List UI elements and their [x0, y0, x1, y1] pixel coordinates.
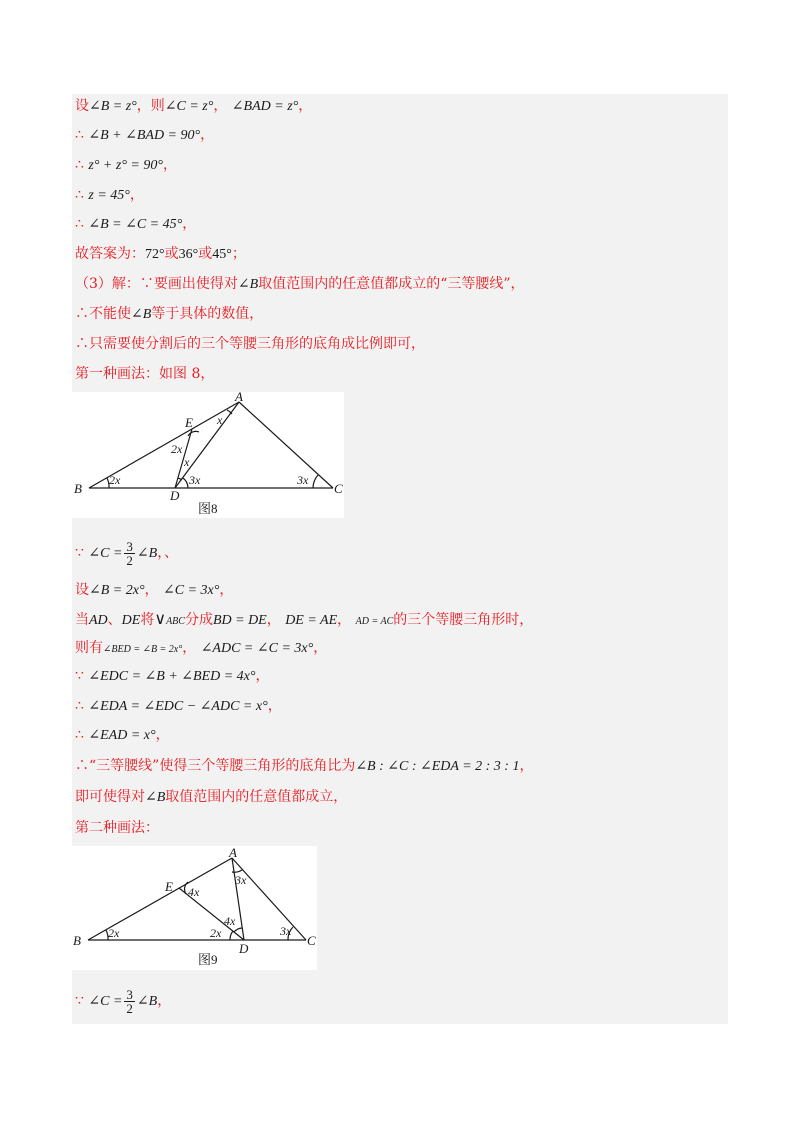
angle-label-e: 4x [188, 885, 200, 899]
math: AD [89, 613, 108, 628]
text: 或 [164, 246, 179, 262]
math: z° + z° = 90° [88, 158, 163, 173]
line-15 [75, 666, 270, 687]
label-d: D [239, 941, 249, 956]
text: ， [182, 216, 197, 232]
denominator: 2 [126, 552, 133, 568]
line-10 [75, 364, 214, 384]
angle-arc-d1 [234, 928, 242, 932]
label-a: A [235, 392, 243, 404]
math: BD = DE [212, 613, 267, 628]
text: ， [155, 727, 170, 743]
math: ∠B + ∠BAD = 90° [88, 128, 201, 143]
math: AD = AC [355, 616, 394, 627]
text: ； [231, 246, 246, 262]
text: ，、 [157, 545, 179, 561]
text: 设 [75, 98, 89, 114]
text: ， [182, 640, 197, 656]
label-b: B [73, 933, 81, 948]
math: ∠ADC = ∠C = 3x° [200, 641, 314, 656]
angle-label-c: 3x [280, 924, 292, 938]
math: ∠C = 3x° [163, 583, 220, 598]
text: ， [162, 157, 177, 173]
label-c: C [334, 481, 343, 496]
figure-9 [72, 846, 317, 970]
text: ， [144, 582, 159, 598]
math: ∠B [237, 277, 259, 292]
line-7 [75, 274, 525, 295]
line-16 [75, 696, 282, 717]
text: ， [337, 612, 352, 628]
line-4 [75, 185, 144, 206]
therefore-symbol: ∴ [75, 216, 84, 232]
text: 的三个等腰三角形时， [393, 612, 534, 628]
fraction [124, 988, 135, 1015]
text: 当 [75, 612, 89, 628]
text: 将 [140, 612, 155, 628]
text: ， [313, 640, 328, 656]
angle-arc-eda [178, 478, 182, 480]
text: ∴“三等腰线”使得三个等腰三角形的底角比为 [75, 758, 356, 774]
therefore-symbol: ∴ [75, 157, 84, 173]
line-13 [75, 610, 533, 632]
text: ， [298, 98, 313, 114]
line-14 [75, 638, 327, 660]
denominator: 2 [126, 1000, 133, 1016]
therefore-symbol: ∴ [75, 698, 84, 714]
math: ABC [166, 616, 185, 627]
figure-caption: 图9 [198, 952, 218, 967]
text: ， [129, 187, 144, 203]
text: ， [200, 127, 215, 143]
math: z = 45° [88, 188, 130, 203]
segment-ac [232, 858, 306, 940]
angle-label-c: 3x [297, 473, 309, 487]
text: 、 [107, 612, 122, 628]
label-b: B [74, 481, 82, 496]
text: ， [267, 698, 282, 714]
text: 即可使得对 [75, 789, 145, 805]
angle-label-bed: 2x [171, 442, 183, 456]
angle-arc-c [313, 475, 318, 488]
numerator: 3 [126, 986, 133, 1002]
text: 分成 [184, 612, 213, 628]
line-18 [75, 756, 533, 777]
math: ∠B = z° [89, 99, 137, 114]
angle-label-ead: x [217, 413, 223, 427]
angle-label-d1: 4x [224, 914, 236, 928]
text: 第一种画法：如图 8， [75, 366, 215, 382]
line-19 [75, 787, 347, 808]
text: ， [213, 98, 228, 114]
math: ∠C = [88, 994, 123, 1009]
figure-8 [72, 392, 344, 518]
math: 45° [212, 247, 232, 262]
text: ， [266, 612, 281, 628]
math: 72° [145, 247, 165, 262]
triangle-symbol: ∨ [154, 611, 167, 628]
angle-label-b: 2x [108, 926, 120, 940]
because-symbol: ∵ [75, 668, 84, 684]
math: DE [121, 613, 141, 628]
text: ∴只需要使分割后的三个等腰三角形的底角成比例即可， [75, 336, 425, 352]
text: （3）解：∵要画出使得对 [75, 276, 238, 292]
text: ， [157, 993, 172, 1009]
label-e: E [185, 415, 193, 430]
math: ∠EDC = ∠B + ∠BED = 4x° [88, 669, 256, 684]
label-e: E [165, 879, 173, 894]
math: ∠B [136, 546, 158, 561]
line-2 [75, 125, 214, 146]
because-symbol: ∵ [75, 545, 84, 561]
math: ∠B [145, 790, 166, 805]
math: ∠B [131, 307, 152, 322]
label-c: C [307, 933, 316, 948]
text: 则有 [75, 640, 103, 656]
therefore-symbol: ∴ [75, 127, 84, 143]
angle-label-a: 3x [235, 873, 247, 887]
segment-ac [239, 402, 333, 488]
math: ∠C = z° [164, 99, 214, 114]
math: ∠EAD = x° [88, 728, 156, 743]
angle-arc-d2 [230, 931, 233, 940]
line-3 [75, 155, 177, 176]
math: DE = AE [285, 613, 338, 628]
line-11 [75, 538, 178, 569]
text: ， [519, 758, 534, 774]
line-6 [75, 244, 246, 265]
therefore-symbol: ∴ [75, 187, 84, 203]
line-9 [75, 334, 425, 354]
math: ∠B : ∠C : ∠EDA = 2 : 3 : 1 [355, 759, 520, 774]
line-12 [75, 580, 233, 601]
text: 取值范围内的任意值都成立， [165, 789, 348, 805]
math: ∠EDA = ∠EDC − ∠ADC = x° [88, 699, 268, 714]
line-20 [75, 818, 159, 838]
angle-label-b: 2x [109, 473, 121, 487]
line-17 [75, 725, 170, 746]
angle-label-adc: 3x [189, 473, 201, 487]
because-symbol: ∵ [75, 993, 84, 1009]
fraction [124, 540, 135, 567]
text: ， [219, 582, 234, 598]
line-8 [75, 304, 263, 325]
math: ∠C = [88, 546, 123, 561]
math: 36° [178, 247, 199, 262]
text: 取值范围内的任意值都成立的“三等腰线”， [258, 276, 525, 292]
text: ， [255, 668, 270, 684]
line-5 [75, 214, 196, 235]
math: ∠B = 2x° [89, 583, 145, 598]
text: ∴不能使 [75, 306, 131, 322]
label-a: A [229, 846, 237, 860]
label-d: D [170, 488, 180, 503]
text: 故答案为： [75, 246, 145, 262]
angle-arc-adc [183, 478, 188, 488]
line-21 [75, 986, 171, 1017]
angle-label-eda: x [184, 455, 190, 469]
math: ∠B = ∠C = 45° [88, 217, 183, 232]
text: 等于具体的数值， [151, 306, 264, 322]
text: ，则 [136, 98, 165, 114]
figure-caption: 图8 [198, 501, 218, 516]
text: 第二种画法： [75, 820, 159, 836]
text: 设 [75, 582, 89, 598]
math: ∠BED = ∠B = 2x° [103, 644, 183, 655]
line-1 [75, 96, 312, 117]
numerator: 3 [126, 538, 133, 554]
math: ∠BAD = z° [231, 99, 299, 114]
therefore-symbol: ∴ [75, 727, 84, 743]
math: ∠B [136, 994, 158, 1009]
text: 或 [198, 246, 213, 262]
angle-label-d2: 2x [210, 926, 222, 940]
